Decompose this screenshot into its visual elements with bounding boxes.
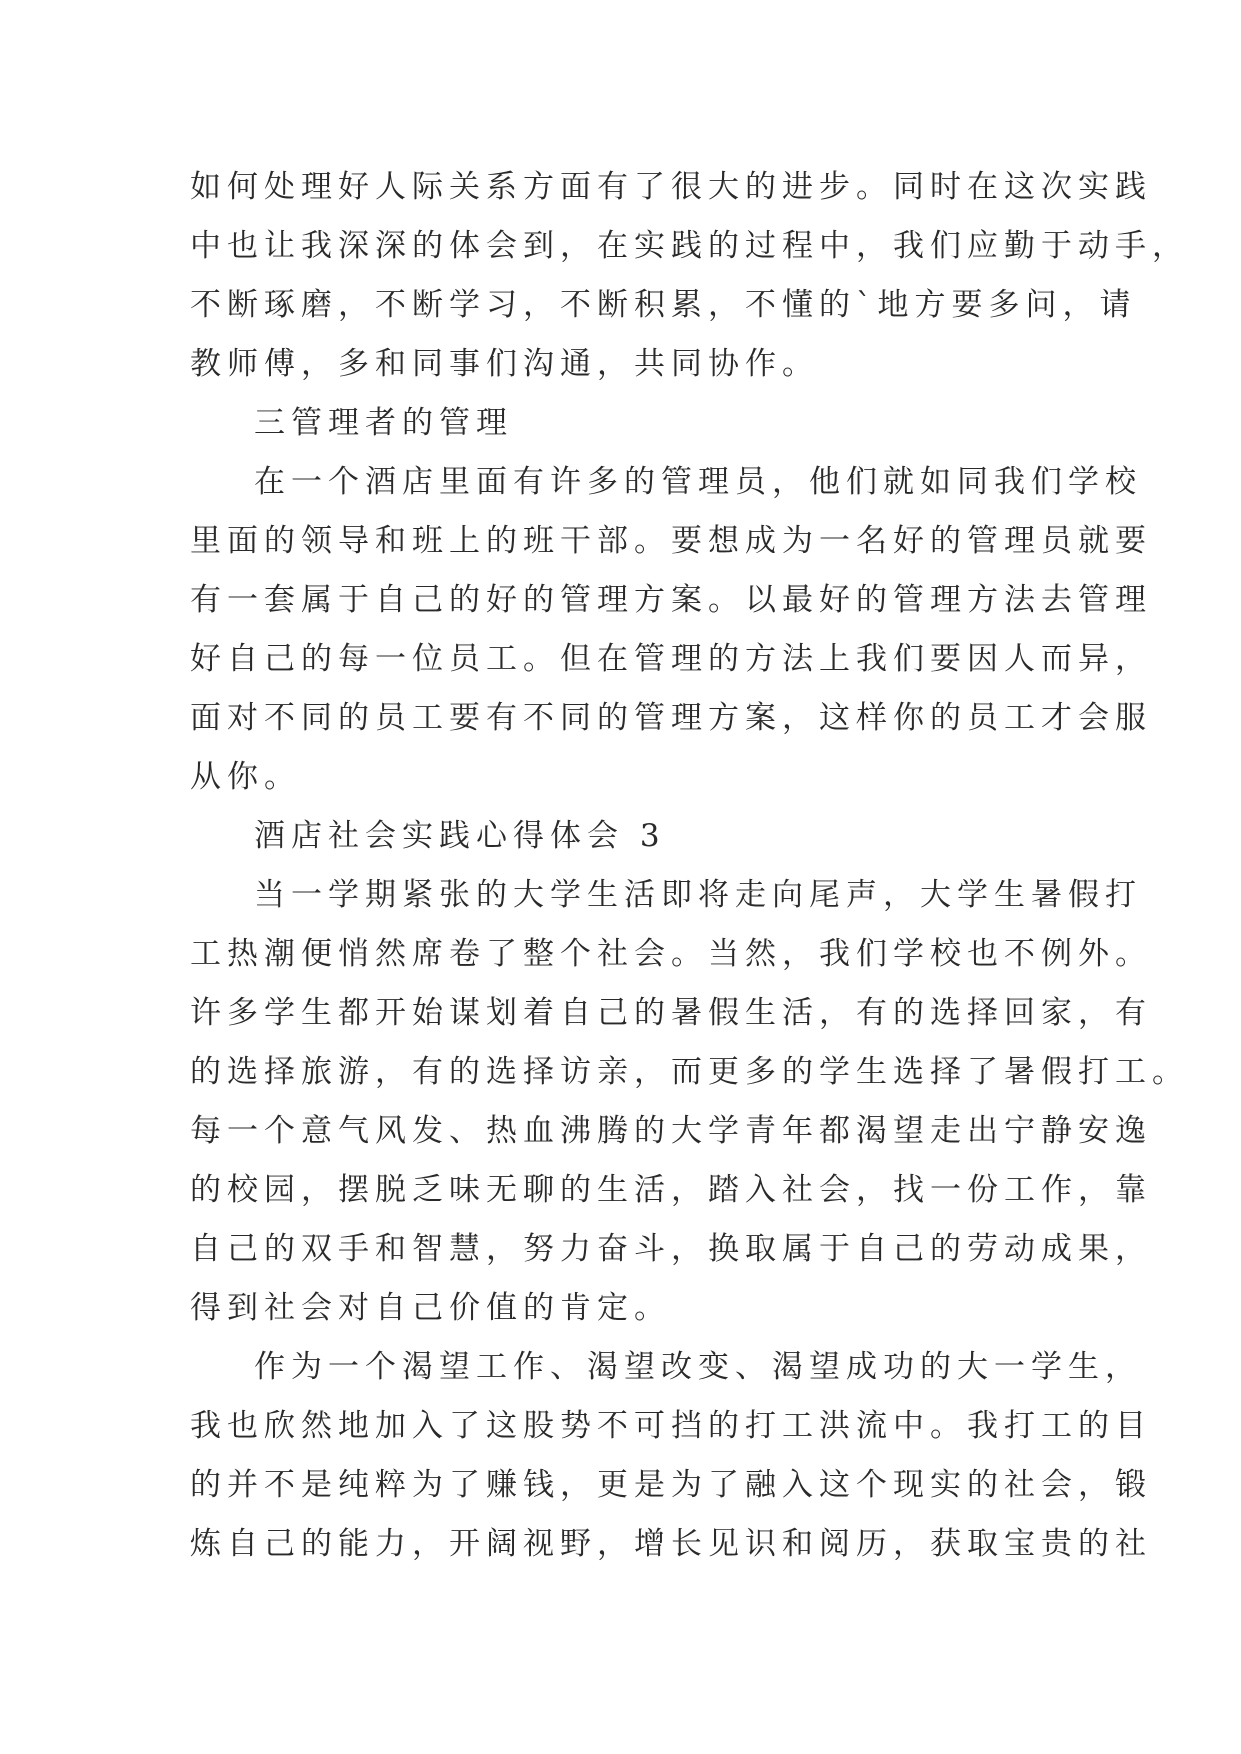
text-line: 自己的双手和智慧，努力奋斗，换取属于自己的劳动成果， (190, 1231, 1152, 1267)
paragraph (190, 453, 1152, 807)
text-line: 每一个意气风发、热血沸腾的大学青年都渴望走出宁静安逸 (190, 1113, 1152, 1149)
text-line: 有一套属于自己的好的管理方案。以最好的管理方法去管理 (190, 582, 1152, 618)
text-line: 酒店社会实践心得体会 3 (254, 818, 666, 854)
paragraph (190, 1338, 1152, 1574)
text-line: 不断琢磨，不断学习，不断积累，不懂的`地方要多问，请 (190, 287, 1137, 323)
document-body (190, 158, 1189, 1574)
text-line: 面对不同的员工要有不同的管理方案，这样你的员工才会服 (190, 700, 1152, 736)
text-line: 在一个酒店里面有许多的管理员，他们就如同我们学校 (254, 464, 1142, 500)
text-line: 许多学生都开始谋划着自己的暑假生活，有的选择回家，有 (190, 995, 1152, 1031)
text-line: 的选择旅游，有的选择访亲，而更多的学生选择了暑假打工。 (190, 1054, 1189, 1090)
text-line: 从你。 (190, 759, 301, 795)
text-line: 当一学期紧张的大学生活即将走向尾声，大学生暑假打 (254, 877, 1142, 913)
section-heading (190, 807, 1050, 866)
text-line: 如何处理好人际关系方面有了很大的进步。同时在这次实践 (190, 169, 1152, 205)
text-line: 的校园，摆脱乏味无聊的生活，踏入社会，找一份工作，靠 (190, 1172, 1152, 1208)
text-line: 的并不是纯粹为了赚钱，更是为了融入这个现实的社会，锻 (190, 1467, 1152, 1503)
text-line: 好自己的每一位员工。但在管理的方法上我们要因人而异， (190, 641, 1152, 677)
paragraph (190, 158, 1189, 394)
text-line: 炼自己的能力，开阔视野，增长见识和阅历，获取宝贵的社 (190, 1526, 1152, 1562)
text-line: 里面的领导和班上的班干部。要想成为一名好的管理员就要 (190, 523, 1152, 559)
paragraph (190, 866, 1189, 1338)
text-line: 得到社会对自己价值的肯定。 (190, 1290, 671, 1326)
text-line: 作为一个渴望工作、渴望改变、渴望成功的大一学生， (254, 1349, 1142, 1385)
text-line: 工热潮便悄然席卷了整个社会。当然，我们学校也不例外。 (190, 936, 1152, 972)
text-line: 中也让我深深的体会到，在实践的过程中，我们应勤于动手， (190, 228, 1189, 264)
text-line: 我也欣然地加入了这股势不可挡的打工洪流中。我打工的目 (190, 1408, 1152, 1444)
section-heading (190, 394, 1050, 453)
text-line: 三管理者的管理 (254, 405, 513, 441)
text-line: 教师傅，多和同事们沟通，共同协作。 (190, 346, 819, 382)
